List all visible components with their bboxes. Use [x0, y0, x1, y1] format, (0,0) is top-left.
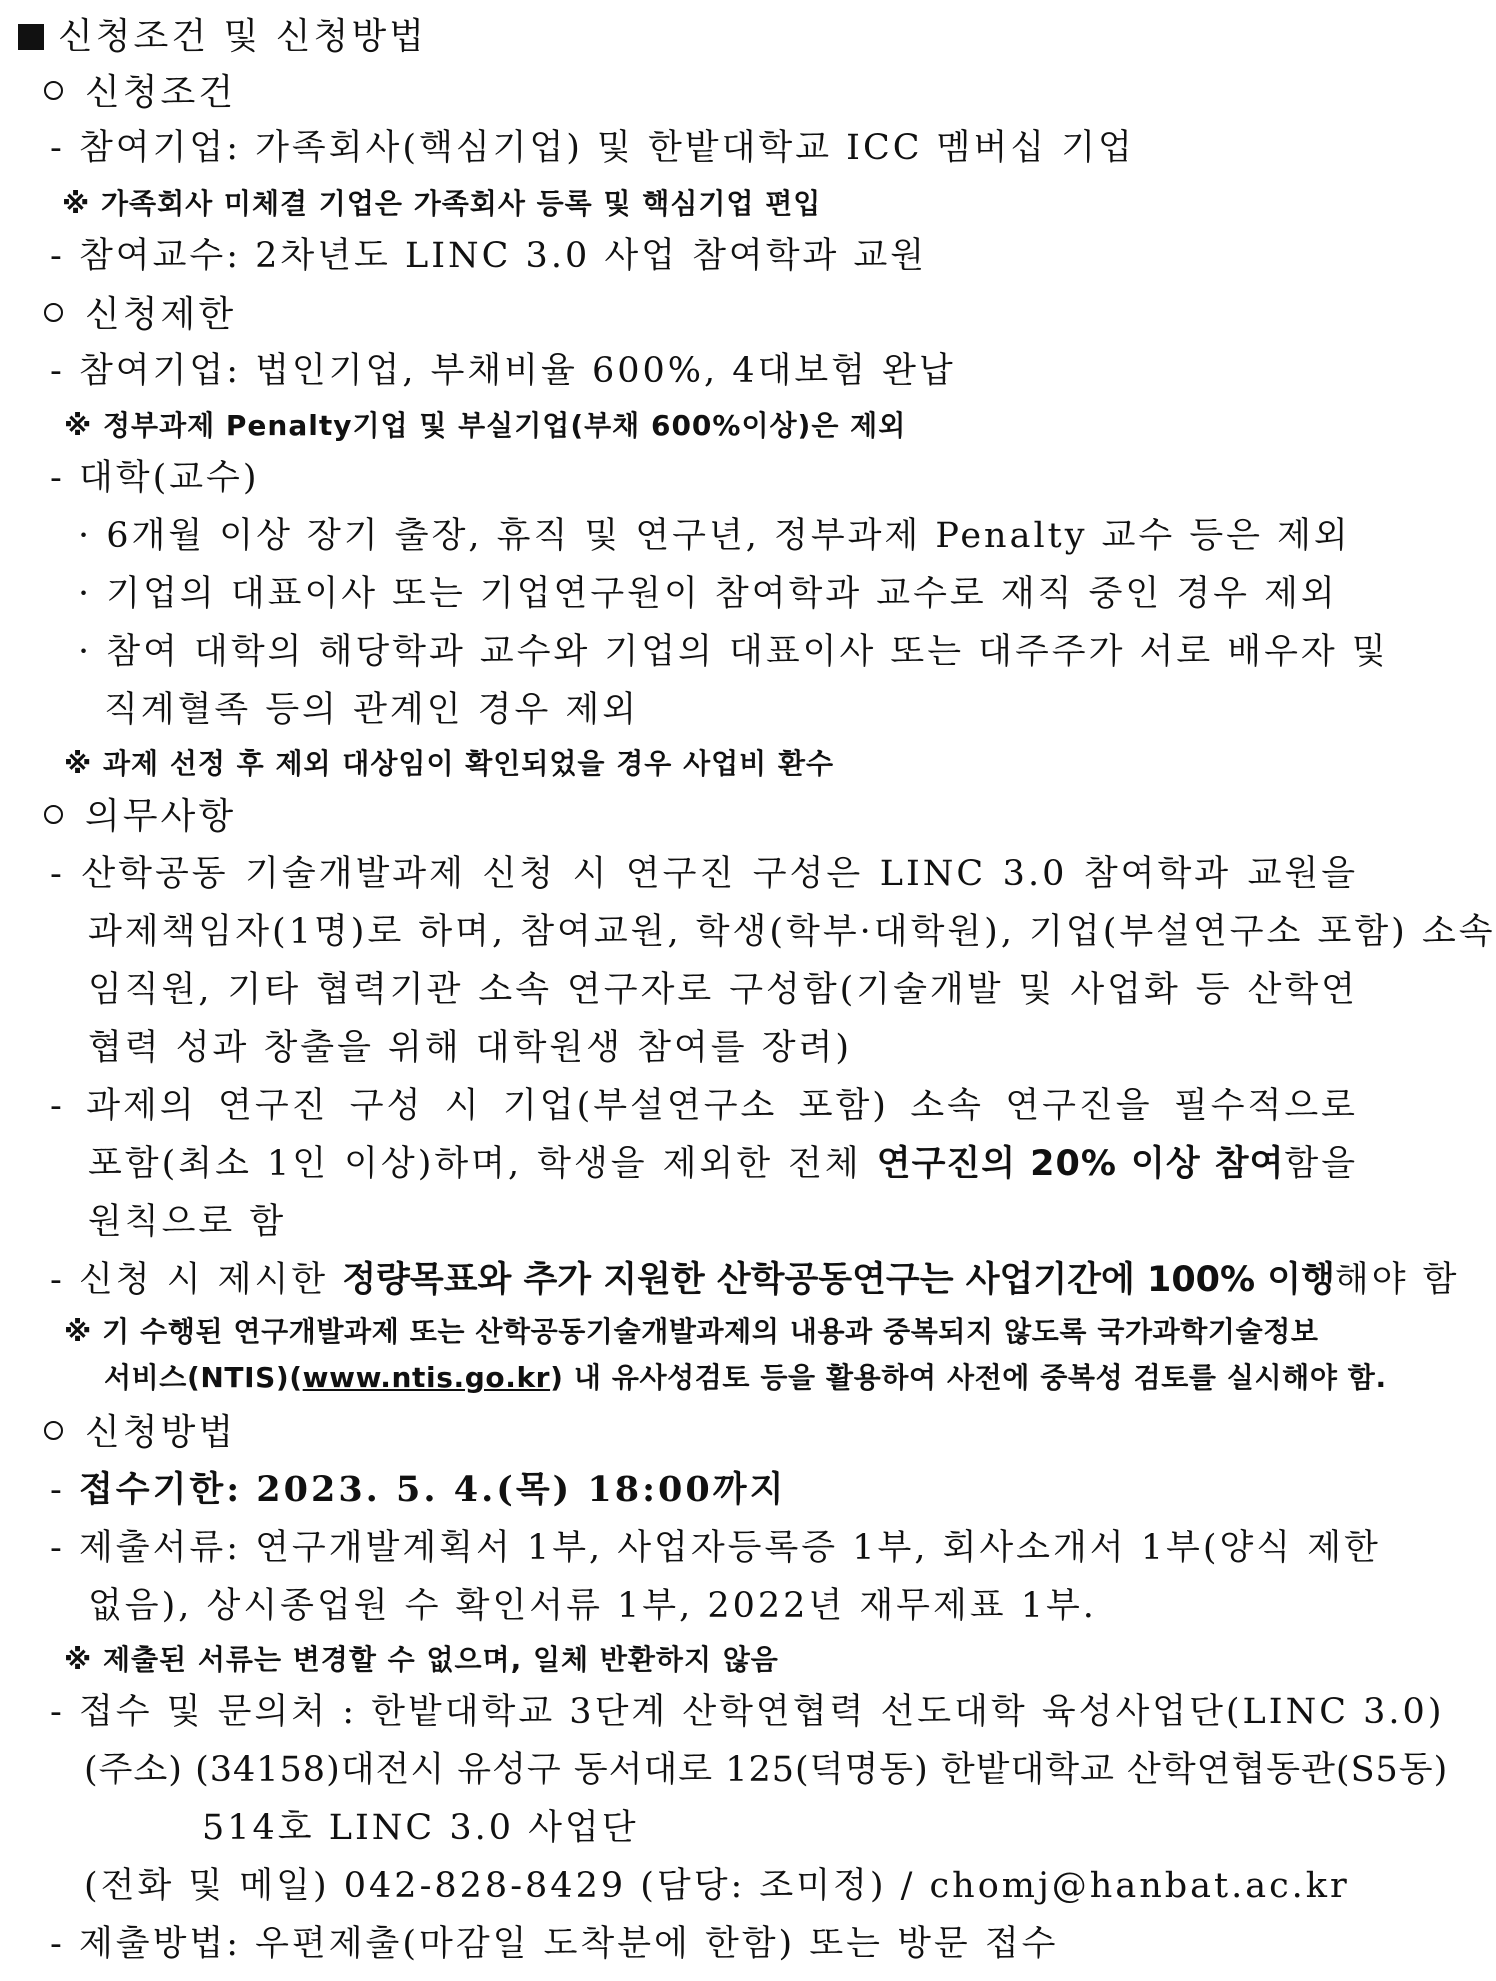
duties-p1-line: 과제책임자(1명)로 하며, 참여교원, 학생(학부·대학원), 기업(부설연구소 포함) 소속 — [88, 912, 1496, 952]
method-docs-note: ※ 제출된 서류는 변경할 수 없으며, 일체 반환하지 않음 — [64, 1643, 779, 1676]
duties-p2-line: - 과제의 연구진 구성 시 기업(부설연구소 포함) 소속 연구진을 필수적으로 — [50, 1086, 1358, 1126]
heading-method: 신청방법 — [44, 1404, 236, 1455]
ntis-link[interactable]: www.ntis.go.kr — [302, 1361, 551, 1394]
emphasis-text: 연구진의 20% 이상 참여 — [876, 1144, 1285, 1184]
method-deadline: - 접수기한: 2023. 5. 4.(목) 18:00까지 — [50, 1469, 787, 1510]
duties-p1-line: - 산학공동 기술개발과제 신청 시 연구진 구성은 LINC 3.0 참여학과 교원을 — [50, 854, 1359, 894]
emphasis-text: 정량목표와 추가 지원한 산학공동연구는 사업기간에 100% 이행 — [342, 1260, 1335, 1300]
limits-bullet: · 기업의 대표이사 또는 기업연구원이 참여학과 교수로 재직 중인 경우 제외 — [78, 574, 1338, 614]
circle-bullet-icon — [44, 1421, 63, 1440]
limits-bullet: · 참여 대학의 해당학과 교수와 기업의 대표이사 또는 대주주가 서로 배우자 및 — [78, 632, 1389, 672]
limits-after-note: ※ 과제 선정 후 제외 대상임이 확인되었을 경우 사업비 환수 — [64, 747, 835, 780]
circle-bullet-icon — [44, 81, 63, 100]
limits-bullet-cont: 직계혈족 등의 관계인 경우 제외 — [104, 690, 640, 730]
method-docs-line2: 없음), 상시종업원 수 확인서류 1부, 2022년 재무제표 1부. — [88, 1586, 1097, 1626]
method-docs-line1: - 제출서류: 연구개발계획서 1부, 사업자등록증 1부, 회사소개서 1부(양식 제한 — [50, 1528, 1381, 1568]
circle-bullet-icon — [44, 805, 63, 824]
circle-bullet-icon — [44, 303, 63, 322]
duties-p3-line: - 신청 시 제시한 정량목표와 추가 지원한 산학공동연구는 사업기간에 100% 이행해야 함 — [50, 1260, 1460, 1300]
method-contact: - 접수 및 문의처 : 한밭대학교 3단계 산학연협력 선도대학 육성사업단(LINC 3.0) — [50, 1692, 1445, 1732]
method-address-line1: (주소) (34158)대전시 유성구 동서대로 125(덕명동) 한밭대학교 산학연협동관(S5동) — [84, 1750, 1449, 1790]
square-bullet-icon — [18, 24, 44, 50]
duties-note-line2: 서비스(NTIS)(www.ntis.go.kr) 내 유사성검토 등을 활용하여 사전에 중복성 검토를 실시해야 함. — [104, 1361, 1387, 1394]
conditions-company: - 참여기업: 가족회사(핵심기업) 및 한밭대학교 ICC 멤버십 기업 — [50, 128, 1135, 168]
limits-bullet: · 6개월 이상 장기 출장, 휴직 및 연구년, 정부과제 Penalty 교수 등은 제외 — [78, 516, 1351, 556]
limits-company-note: ※ 정부과제 Penalty기업 및 부실기업(부채 600%이상)은 제외 — [64, 409, 907, 442]
heading-conditions: 신청조건 — [44, 64, 236, 115]
section-title: 신청조건 및 신청방법 — [18, 8, 427, 59]
duties-note-line1: ※ 기 수행된 연구개발과제 또는 산학공동기술개발과제의 내용과 중복되지 않도록 국가과학기술정보 — [64, 1315, 1319, 1348]
limits-company: - 참여기업: 법인기업, 부채비율 600%, 4대보험 완납 — [50, 351, 956, 391]
duties-p1-line: 협력 성과 창출을 위해 대학원생 참여를 장려) — [88, 1028, 852, 1068]
duties-p2-line: 원칙으로 함 — [88, 1202, 287, 1242]
conditions-professor: - 참여교수: 2차년도 LINC 3.0 사업 참여학과 교원 — [50, 236, 928, 276]
duties-p1-line: 임직원, 기타 협력기관 소속 연구자로 구성함(기술개발 및 사업화 등 산학연 — [88, 970, 1358, 1010]
method-submit: - 제출방법: 우편제출(마감일 도착분에 한함) 또는 방문 접수 — [50, 1924, 1059, 1964]
duties-p2-line: 포함(최소 1인 이상)하며, 학생을 제외한 전체 연구진의 20% 이상 참여함을 — [88, 1144, 1359, 1184]
method-phone: (전화 및 메일) 042-828-8429 (담당: 조미정) / chomj@hanbat.ac.kr — [84, 1866, 1350, 1906]
method-address-line2: 514호 LINC 3.0 사업단 — [202, 1808, 639, 1848]
heading-limits: 신청제한 — [44, 286, 236, 337]
conditions-company-note: ※ 가족회사 미체결 기업은 가족회사 등록 및 핵심기업 편입 — [62, 187, 822, 220]
limits-univ: - 대학(교수) — [50, 458, 260, 498]
heading-duties: 의무사항 — [44, 788, 236, 839]
